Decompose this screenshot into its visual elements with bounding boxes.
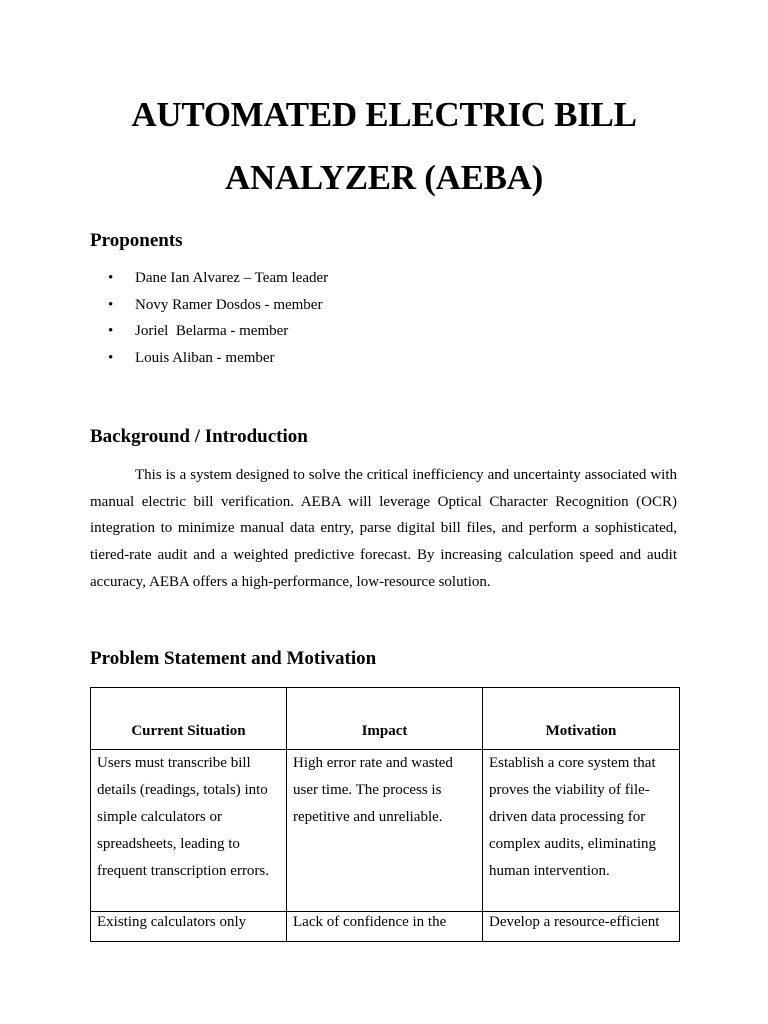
proponents-list bbox=[108, 268, 328, 375]
bullet-icon: • bbox=[108, 296, 114, 313]
problem-heading: Problem Statement and Motivation bbox=[90, 648, 377, 669]
table-cell: High error rate and wasted user time. The process is repetitive and unreliable. bbox=[287, 750, 483, 912]
list-item bbox=[108, 295, 328, 322]
header-current-situation: Current Situation bbox=[91, 688, 287, 750]
table-cell: Users must transcribe bill details (readings, totals) into simple calculators or spreadsheets, leading to frequent transcription errors. bbox=[91, 750, 287, 912]
table-header-row bbox=[91, 688, 680, 750]
list-item bbox=[108, 321, 328, 348]
header-impact: Impact bbox=[287, 688, 483, 750]
table-row bbox=[91, 912, 680, 942]
bullet-icon: • bbox=[108, 270, 114, 286]
proponent-name: Dane Ian Alvarez – Team leader bbox=[135, 270, 329, 286]
bullet-icon: • bbox=[108, 350, 114, 367]
problem-table bbox=[90, 687, 680, 942]
table-cell: Develop a resource-efficient bbox=[483, 912, 680, 942]
table-row bbox=[91, 750, 680, 912]
background-paragraph: This is a system designed to solve the critical inefficiency and uncertainty associated with manual electric bill verification. AEBA will leverage Optical Character Recognition (OCR) integration to minimize manual data entry, parse digital bill files, and perform a sophisticated, tiered-rate audit and a weighted predictive forecast. By increasing calculation speed and audit accuracy, AEBA offers a high-performance, low-resource solution. bbox=[90, 467, 677, 590]
proponent-name: Novy Ramer Dosdos - member bbox=[135, 296, 323, 313]
table-cell: Establish a core system that proves the viability of file-driven data processing for complex audits, eliminating human intervention. bbox=[483, 750, 680, 912]
background-heading: Background / Introduction bbox=[90, 426, 308, 447]
bullet-icon: • bbox=[108, 323, 114, 340]
header-motivation: Motivation bbox=[483, 688, 680, 750]
document-title-line-2: ANALYZER (AEBA) bbox=[224, 158, 543, 197]
list-item bbox=[108, 268, 328, 295]
proponent-name: Louis Aliban - member bbox=[135, 350, 275, 367]
table-cell: Lack of confidence in the bbox=[287, 912, 483, 942]
document-title-line-1: AUTOMATED ELECTRIC BILL bbox=[131, 95, 637, 134]
proponent-name: Joriel Belarma - member bbox=[135, 323, 289, 340]
list-item bbox=[108, 348, 328, 375]
proponents-heading: Proponents bbox=[90, 230, 183, 251]
table-cell: Existing calculators only bbox=[91, 912, 287, 942]
